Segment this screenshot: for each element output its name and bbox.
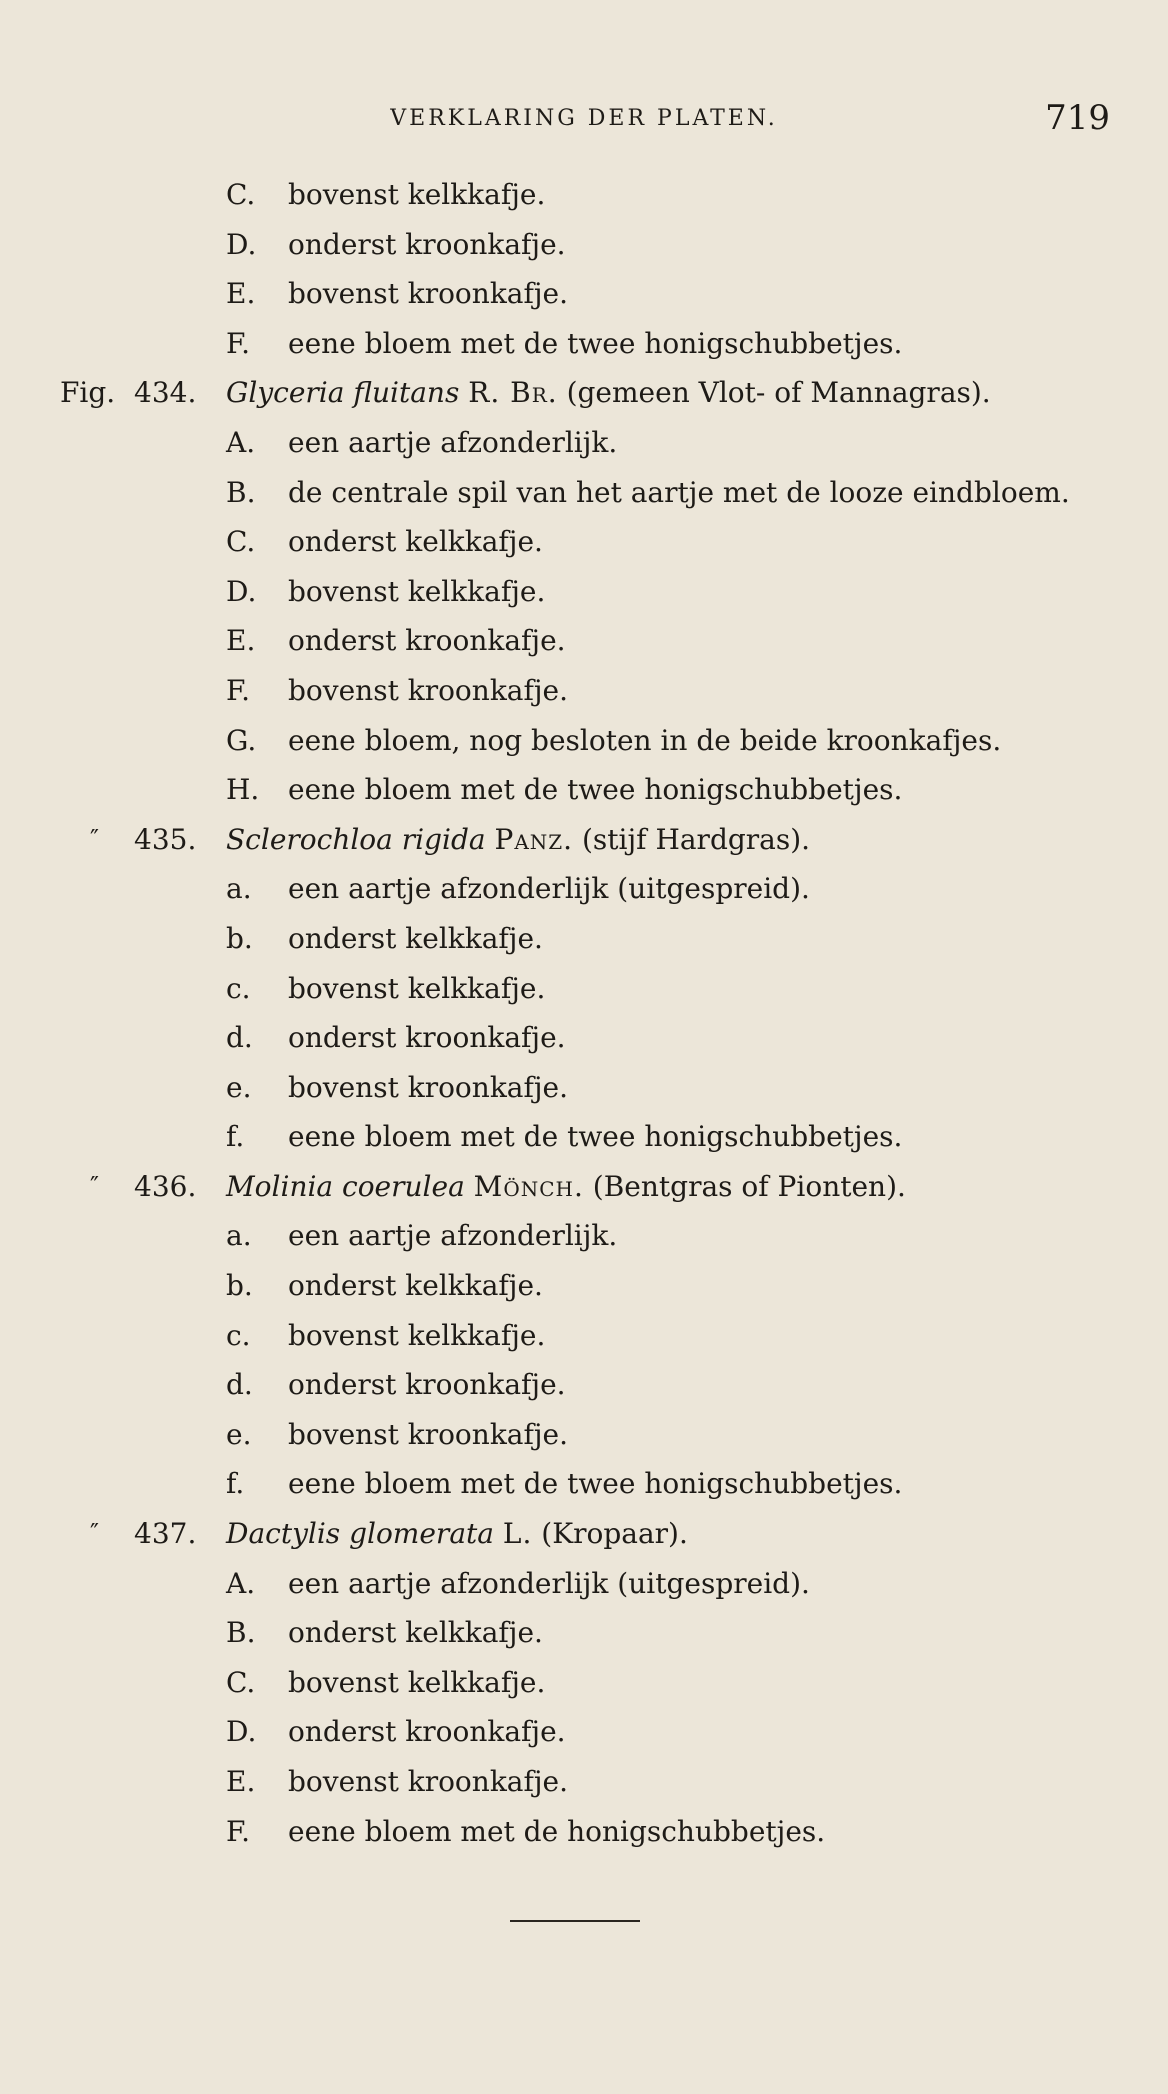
sub-item-text: onderst kelkkafje. xyxy=(288,921,543,955)
figure-heading xyxy=(0,1162,1168,1212)
sub-item-text: bovenst kroonkafje. xyxy=(288,1070,568,1104)
fig-label: Fig. xyxy=(60,376,116,410)
sub-item-letter: A. xyxy=(226,1566,256,1600)
sub-item-letter: f. xyxy=(226,1467,245,1501)
sub-item xyxy=(0,864,1168,914)
sub-item xyxy=(0,1013,1168,1063)
sub-item-text: een aartje afzonderlijk. xyxy=(288,1219,618,1253)
running-header xyxy=(0,98,1168,148)
sub-item-text: onderst kroonkafje. xyxy=(288,1715,566,1749)
sub-item-text: onderst kelkkafje. xyxy=(288,1616,543,1650)
sub-item xyxy=(0,1559,1168,1609)
sub-item-letter: d. xyxy=(226,1368,253,1402)
sub-item xyxy=(0,567,1168,617)
sub-item-letter: b. xyxy=(226,921,253,955)
sub-item-letter: E. xyxy=(226,277,256,311)
species-author: Panz. xyxy=(494,822,574,856)
plate-explanation-list xyxy=(0,170,1168,1856)
sub-item-letter: d. xyxy=(226,1021,253,1055)
sub-item xyxy=(0,914,1168,964)
sub-item xyxy=(0,1658,1168,1708)
sub-item-text: bovenst kroonkafje. xyxy=(288,277,568,311)
sub-item-letter: E. xyxy=(226,1765,256,1798)
sub-item-letter: e. xyxy=(226,1417,252,1451)
sub-item-text: onderst kroonkafje. xyxy=(288,624,566,658)
sub-item-text: de centrale spil van het aartje met de looze eindbloem. xyxy=(288,475,1070,509)
sub-item xyxy=(0,1608,1168,1658)
sub-item-letter: G. xyxy=(226,723,257,757)
sub-item-text: eene bloem met de twee honigschubbetjes. xyxy=(288,773,903,807)
sub-item-letter: H. xyxy=(226,773,260,807)
sub-item-letter: F. xyxy=(226,1814,250,1848)
sub-item xyxy=(0,468,1168,518)
sub-item xyxy=(0,1211,1168,1261)
figure-heading xyxy=(0,815,1168,865)
ditto-mark: ″ xyxy=(90,1171,99,1200)
page-number: 719 xyxy=(1045,98,1110,138)
sub-item-letter: D. xyxy=(226,227,257,261)
figure-number: 435. xyxy=(134,822,197,856)
figure-heading xyxy=(0,1509,1168,1559)
sub-item-text: bovenst kelkkafje. xyxy=(288,178,546,211)
sub-item-letter: D. xyxy=(226,1715,257,1749)
sub-item xyxy=(0,1311,1168,1361)
sub-item-letter: C. xyxy=(226,1665,256,1699)
sub-item xyxy=(0,716,1168,766)
sub-item xyxy=(0,1757,1168,1807)
sub-item-text: bovenst kelkkafje. xyxy=(288,971,546,1005)
species-author: Mönch. xyxy=(473,1169,584,1203)
species-name: Molinia coerulea xyxy=(226,1169,465,1203)
sub-item-letter: c. xyxy=(226,1318,251,1352)
sub-item-letter: C. xyxy=(226,178,256,211)
species-name: Sclerochloa rigida xyxy=(226,822,486,856)
sub-item xyxy=(0,666,1168,716)
figure-number: 434. xyxy=(134,376,197,410)
sub-item xyxy=(0,1459,1168,1509)
species-name: Dactylis glomerata xyxy=(226,1517,494,1551)
sub-item-text: onderst kroonkafje. xyxy=(288,1021,566,1055)
sub-item-text: een aartje afzonderlijk. xyxy=(288,425,618,459)
ditto-mark: ″ xyxy=(90,824,99,853)
sub-item-letter: A. xyxy=(226,425,256,459)
sub-item-text: onderst kroonkafje. xyxy=(288,227,566,261)
sub-item xyxy=(0,220,1168,270)
end-rule xyxy=(510,1920,640,1922)
figure-description xyxy=(226,815,810,865)
figure-heading xyxy=(0,368,1168,418)
species-author: R. Br. xyxy=(468,376,558,410)
sub-item-text: een aartje afzonderlijk (uitgespreid). xyxy=(288,1566,810,1600)
sub-item xyxy=(0,1261,1168,1311)
sub-item xyxy=(0,1063,1168,1113)
sub-item-letter: B. xyxy=(226,1616,256,1650)
sub-item xyxy=(0,418,1168,468)
common-name: (Kropaar). xyxy=(541,1517,688,1551)
sub-item-text: onderst kroonkafje. xyxy=(288,1368,566,1402)
figure-description xyxy=(226,368,991,418)
sub-item-letter: f. xyxy=(226,1120,245,1154)
sub-item-text: bovenst kroonkafje. xyxy=(288,1417,568,1451)
sub-item-letter: F. xyxy=(226,673,250,707)
sub-item xyxy=(0,269,1168,319)
sub-item-text: bovenst kroonkafje. xyxy=(288,1765,568,1798)
common-name: (stijf Hardgras). xyxy=(582,822,811,856)
figure-number: 436. xyxy=(134,1169,197,1203)
sub-item-letter: b. xyxy=(226,1269,253,1303)
sub-item-text: eene bloem met de twee honigschubbetjes. xyxy=(288,1120,903,1154)
species-author: L. xyxy=(502,1517,533,1551)
sub-item-letter: a. xyxy=(226,1219,252,1253)
sub-item xyxy=(0,1807,1168,1857)
ditto-mark: ″ xyxy=(90,1519,99,1548)
sub-item-letter: a. xyxy=(226,872,252,906)
sub-item-text: onderst kelkkafje. xyxy=(288,525,543,559)
common-name: (gemeen Vlot- of Mannagras). xyxy=(566,376,991,410)
sub-item xyxy=(0,1410,1168,1460)
sub-item-text: onderst kelkkafje. xyxy=(288,1269,543,1303)
sub-item xyxy=(0,765,1168,815)
sub-item-text: eene bloem met de twee honigschubbetjes. xyxy=(288,1467,903,1501)
sub-item xyxy=(0,1707,1168,1757)
figure-number: 437. xyxy=(134,1517,197,1551)
sub-item xyxy=(0,964,1168,1014)
sub-item-text: bovenst kelkkafje. xyxy=(288,1318,546,1352)
sub-item xyxy=(0,170,1168,220)
sub-item-text: bovenst kelkkafje. xyxy=(288,574,546,608)
sub-item-letter: B. xyxy=(226,475,256,509)
sub-item-letter: E. xyxy=(226,624,256,658)
sub-item xyxy=(0,319,1168,369)
species-name: Glyceria fluitans xyxy=(226,376,460,410)
running-title: VERKLARING DER PLATEN. xyxy=(390,106,778,131)
sub-item xyxy=(0,616,1168,666)
sub-item-letter: C. xyxy=(226,525,256,559)
sub-item-letter: D. xyxy=(226,574,257,608)
sub-item-text: bovenst kelkkafje. xyxy=(288,1665,546,1699)
sub-item-text: eene bloem, nog besloten in de beide kroonkafjes. xyxy=(288,723,1002,757)
sub-item-text: een aartje afzonderlijk (uitgespreid). xyxy=(288,872,810,906)
sub-item-text: eene bloem met de twee honigschubbetjes. xyxy=(288,326,903,360)
sub-item-letter: F. xyxy=(226,326,250,360)
sub-item-letter: c. xyxy=(226,971,251,1005)
figure-description xyxy=(226,1162,906,1212)
sub-item-letter: e. xyxy=(226,1070,252,1104)
sub-item xyxy=(0,517,1168,567)
sub-item xyxy=(0,1360,1168,1410)
figure-description xyxy=(226,1509,688,1559)
sub-item-text: eene bloem met de honigschubbetjes. xyxy=(288,1814,826,1848)
sub-item xyxy=(0,1112,1168,1162)
sub-item-text: bovenst kroonkafje. xyxy=(288,673,568,707)
common-name: (Bentgras of Pionten). xyxy=(592,1169,906,1203)
